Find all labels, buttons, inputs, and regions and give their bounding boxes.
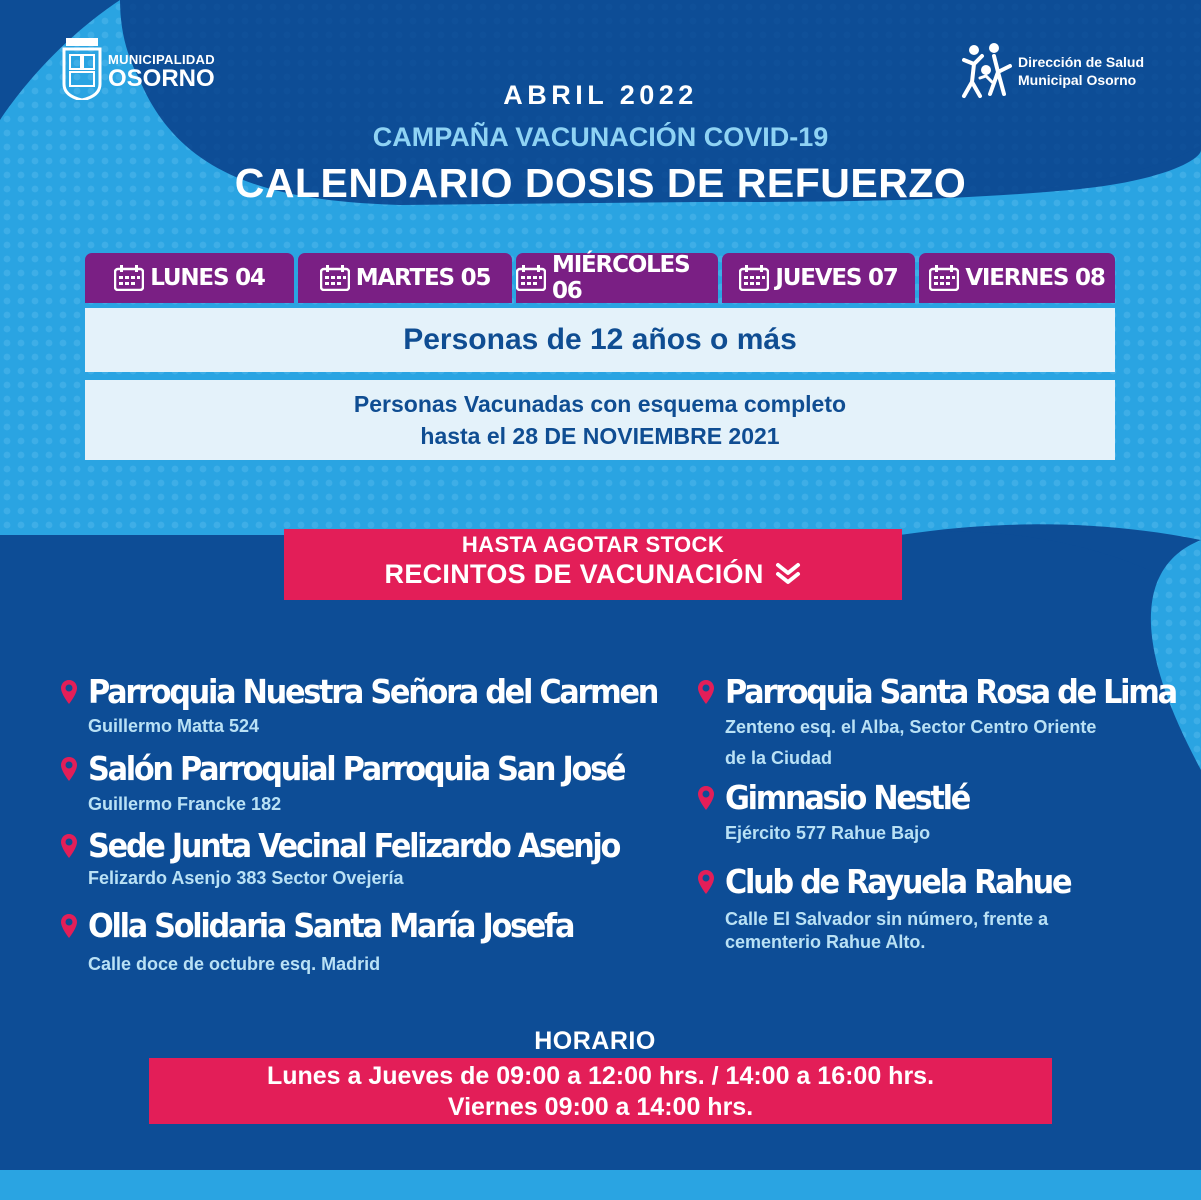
- day-tab-label: JUEVES 07: [775, 265, 898, 291]
- location-address: Calle El Salvador sin número, frente a: [725, 909, 1049, 929]
- location-address: Zenteno esq. el Alba, Sector Centro Oriente: [725, 717, 1097, 737]
- location-pin-icon: [697, 785, 715, 811]
- horario-title: HORARIO: [534, 1027, 656, 1055]
- location-pin-icon: [60, 833, 78, 859]
- calendar-icon: [739, 265, 769, 291]
- location-address: de la Ciudad: [725, 748, 833, 768]
- location-address: Ejército 577 Rahue Bajo: [725, 823, 931, 843]
- location-name: Parroquia Santa Rosa de Lima: [725, 672, 1176, 711]
- location-address: cementerio Rahue Alto.: [725, 932, 926, 952]
- location-pin-icon: [60, 756, 78, 782]
- location-item: [60, 672, 660, 746]
- stock-line2: [284, 558, 902, 590]
- location-name: Salón Parroquial Parroquia San José: [88, 749, 625, 788]
- day-tab-label: LUNES 04: [150, 265, 265, 291]
- location-item: [60, 906, 660, 980]
- location-name: Parroquia Nuestra Señora del Carmen: [88, 672, 658, 711]
- horario-line1: Lunes a Jueves de 09:00 a 12:00 hrs. / 14:00 a 16:00 hrs.: [266, 1062, 935, 1090]
- horario-box: [149, 1058, 1052, 1124]
- location-address: Felizardo Asenjo 383 Sector Ovejería: [88, 868, 404, 888]
- horario-line2: Viernes 09:00 a 14:00 hrs.: [447, 1093, 754, 1121]
- location-item: [697, 672, 1187, 776]
- day-tab-label: MIÉRCOLES 06: [552, 252, 690, 304]
- calendar-icon: [516, 265, 546, 291]
- logo-left-line2: OSORNO: [108, 65, 215, 92]
- day-tab-jueves: [722, 253, 915, 303]
- campaign-title: CAMPAÑA VACUNACIÓN COVID-19: [372, 122, 829, 152]
- location-item: [697, 778, 1187, 852]
- recintos-label: RECINTOS DE VACUNACIÓN: [384, 559, 764, 589]
- day-tab-label: MARTES 05: [355, 265, 491, 291]
- calendar-icon: [320, 265, 350, 291]
- age-panel: Personas de 12 años o más: [85, 308, 1115, 372]
- logo-right-line2: Municipal Osorno: [1018, 72, 1137, 88]
- logo-left-line1: MUNICIPALIDAD: [108, 52, 215, 67]
- scheme-panel: [85, 380, 1115, 460]
- month-title: ABRIL 2022: [503, 80, 698, 110]
- location-name: Sede Junta Vecinal Felizardo Asenjo: [88, 826, 620, 865]
- scheme-line1: Personas Vacunadas con esquema completo: [353, 391, 847, 417]
- location-pin-icon: [697, 679, 715, 705]
- location-address: Guillermo Francke 182: [88, 794, 282, 814]
- location-address: Calle doce de octubre esq. Madrid: [88, 954, 381, 974]
- location-address: Guillermo Matta 524: [88, 716, 260, 736]
- stock-line1: HASTA AGOTAR STOCK: [461, 532, 725, 557]
- calendar-icon: [114, 265, 144, 291]
- scheme-line2: hasta el 28 DE NOVIEMBRE 2021: [420, 423, 780, 449]
- location-pin-icon: [60, 679, 78, 705]
- day-tab-martes: [298, 253, 512, 303]
- location-name: Gimnasio Nestlé: [725, 778, 970, 817]
- calendar-icon: [929, 265, 959, 291]
- location-item: [60, 826, 660, 900]
- location-pin-icon: [697, 869, 715, 895]
- location-name: Club de Rayuela Rahue: [725, 862, 1071, 901]
- day-tab-miercoles: [516, 253, 718, 303]
- double-chevron-down-icon: [775, 562, 801, 586]
- day-tab-viernes: [919, 253, 1115, 303]
- location-pin-icon: [60, 913, 78, 939]
- day-tab-lunes: [85, 253, 294, 303]
- stock-banner: [284, 529, 902, 600]
- location-name: Olla Solidaria Santa María Josefa: [88, 906, 574, 945]
- page-title: CALENDARIO DOSIS DE REFUERZO: [234, 160, 967, 206]
- day-tab-label: VIERNES 08: [965, 265, 1105, 291]
- logo-right-line1: Dirección de Salud: [1018, 54, 1145, 70]
- location-item: [60, 749, 660, 823]
- location-item: [697, 862, 1187, 966]
